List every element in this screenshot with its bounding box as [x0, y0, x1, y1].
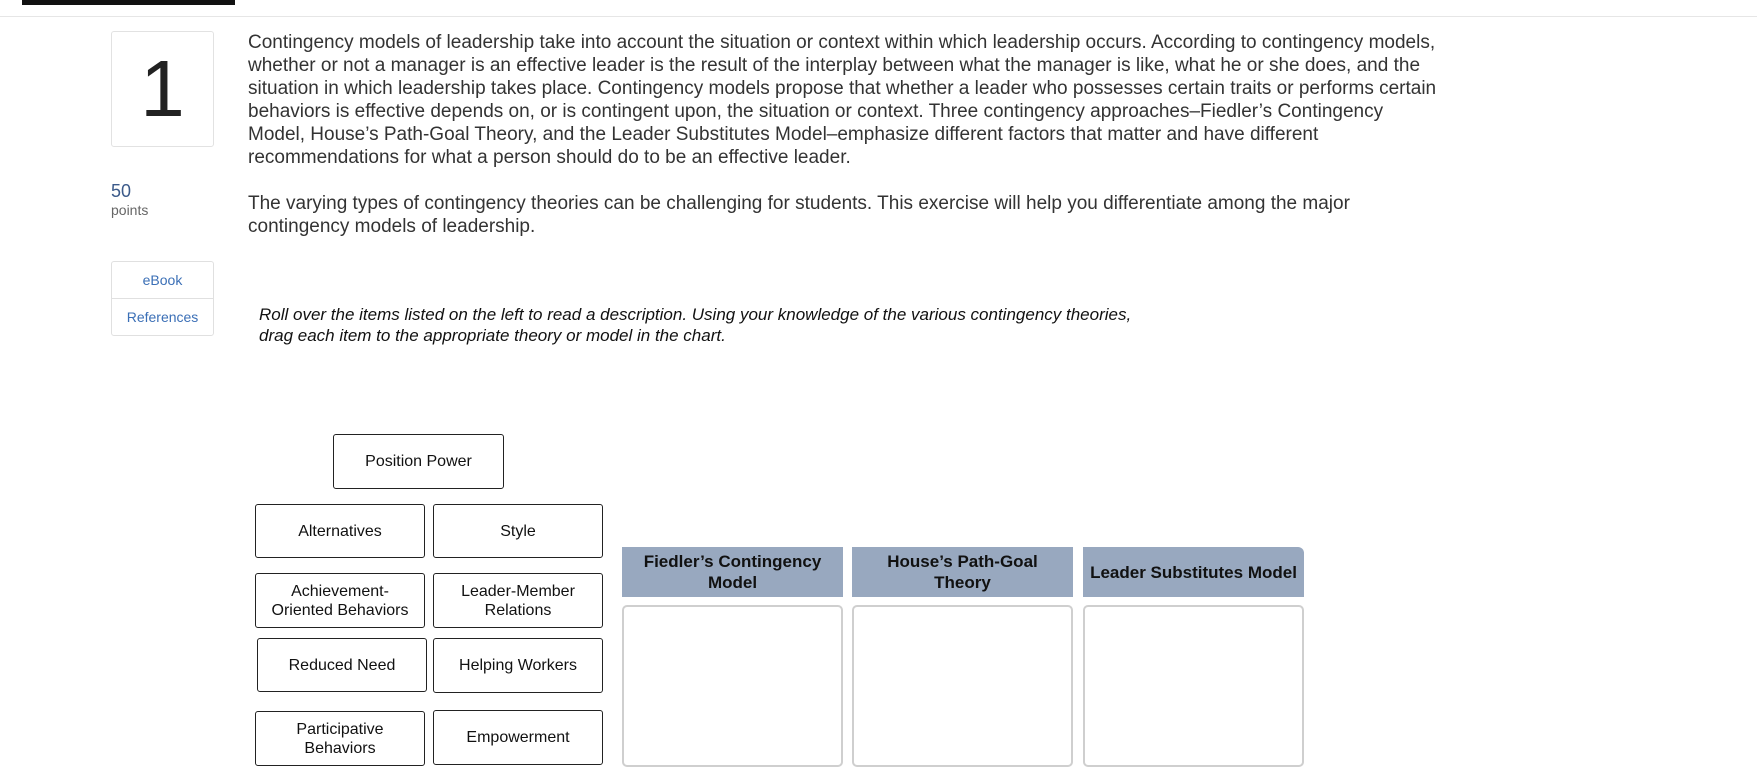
top-bar [0, 0, 1757, 17]
points-label: points [111, 202, 149, 218]
progress-indicator [22, 0, 235, 5]
drop-zone-house[interactable] [852, 605, 1073, 767]
column-header-substitutes: Leader Substitutes Model [1083, 547, 1304, 597]
question-number: 1 [111, 31, 214, 147]
drag-item-alternatives[interactable]: Alternatives [255, 504, 425, 558]
drag-item-leader-member-relations[interactable]: Leader-Member Relations [433, 573, 603, 628]
points-value: 50 [111, 181, 132, 201]
points-block [111, 180, 148, 218]
question-intro [248, 31, 1438, 261]
column-header-house: House’s Path-Goal Theory [852, 547, 1073, 597]
drop-zone-fiedler[interactable] [622, 605, 843, 767]
drag-item-helping-workers[interactable]: Helping Workers [433, 638, 603, 693]
references-link[interactable]: References [112, 298, 213, 335]
column-header-fiedler: Fiedler’s Contingency Model [622, 547, 843, 597]
drag-item-style[interactable]: Style [433, 504, 603, 558]
drag-item-position-power[interactable]: Position Power [333, 434, 504, 489]
drag-item-achievement-oriented-behaviors[interactable]: Achievement-Oriented Behaviors [255, 573, 425, 628]
drag-item-reduced-need[interactable]: Reduced Need [257, 638, 427, 692]
intro-paragraph-1: Contingency models of leadership take into account the situation or context within which leadership occurs. According to contingency models, whether or not a manager is an effective leader is the result of the interplay between what the manager is like, what he or she does, and the situation in which leadership takes place. Contingency models propose that whether a leader who possesses certain traits or performs certain behaviors is effective depends on, or is contingent upon, the situation or context. Three contingency approaches–Fiedler’s Contingency Model, House’s Path-Goal Theory, and the Leader Substitutes Model–emphasize different factors that matter and have different recommendations for what a person should do to be an effective leader. [248, 32, 1437, 168]
intro-paragraph-2: The varying types of contingency theories can be challenging for students. This exercise will help you differentiate among the major contingency models of leadership. [248, 193, 1350, 237]
instructions-line-1: Roll over the items listed on the left to read a description. Using your knowledge of the various contingency theories, [259, 305, 1132, 324]
drag-item-participative-behaviors[interactable]: Participative Behaviors [255, 711, 425, 766]
ebook-link[interactable]: eBook [142, 272, 183, 288]
instructions [259, 304, 1259, 346]
resource-links [111, 261, 214, 336]
instructions-line-2: drag each item to the appropriate theory or model in the chart. [259, 326, 726, 345]
drop-zone-substitutes[interactable] [1083, 605, 1304, 767]
drag-item-empowerment[interactable]: Empowerment [433, 710, 603, 765]
